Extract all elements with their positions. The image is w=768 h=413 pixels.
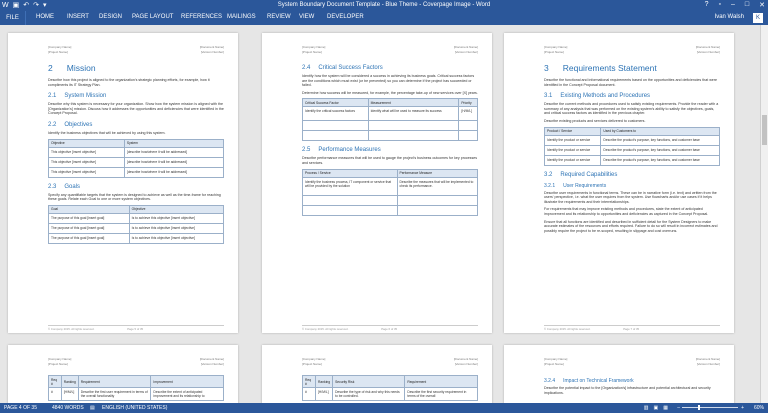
table-row: The purpose of this goal [insert goal] Is to achieve this objective [insert objective] bbox=[49, 233, 224, 243]
tab-references[interactable]: REFERENCES bbox=[181, 14, 223, 20]
zoom-out-icon[interactable]: – bbox=[677, 405, 680, 411]
minimize-icon[interactable]: – bbox=[730, 1, 735, 8]
tab-design[interactable]: DESIGN bbox=[99, 14, 123, 20]
page-7[interactable]: [Company Name] [Document Name] [Project Name] [Version Number] 3 Requirements Statement Describe the functional and informational requirements based on the opportunities and deficiencies that were identified in the Concept Proposal document. 3.1 Existing Methods and Procedures Describe the current methods and procedures used to satisfy existing requirements. Provide the reader with a summary of any analysis that was performed on the existing system's ability to satisfy the objectives, goals, and critical success factors as identified in the previous chapter. Describe existing products and services delivered to customers. Product / Service Used by Customers to Identify the product or service Describe the product's purpose, key functions, and customer base Identify the product or service Describe the product's purpose, key functions, and customer base Identify the product or service Describe the product's purpose, key functions, and customer base 3.2 Required Capabilities 3.2.1 User Requirements Describe user requirements in functional terms. These can be in narrative form (i.e. text) and written from the users' perspective, i.e. what the user requires from the system. Use flowcharts and/or use cases if it helps illustrate the requirements and their interrelationships. For requirements that may improve existing methods and procedures, state the extent of anticipated improvement and its relationship to opportunities and deficiencies as captured in the Concept Proposal. Ensure that all functions are identified and described in sufficient detail for the System Designers to make accurate estimates of the resources and efforts required. Failure to do so will result in incorrect estimates and possibly require the project to be re-scoped, resulting in slippage and cost overruns. © Company 2015. All rights reserved. Page 7 of 35 bbox=[504, 33, 734, 333]
page-5[interactable] bbox=[8, 33, 238, 333]
zoom-level[interactable]: 60% bbox=[753, 405, 764, 411]
header-document: [Document Name] bbox=[199, 45, 224, 49]
document-area[interactable] bbox=[0, 25, 760, 403]
tab-mailings[interactable]: MAILINGS bbox=[227, 14, 256, 20]
table-row: This objective [insert objective] [describe how/where it will be addressed] bbox=[49, 147, 224, 157]
mission-intro: Describe how this project is aligned to the organization's strategic planning efforts, for example, how it compliments its IT Strategy Plan. bbox=[48, 78, 210, 87]
help-icon[interactable]: ? bbox=[704, 1, 709, 8]
page-6[interactable]: [Company Name] [Document Name] [Project Name] [Version Number] 2.4 Critical Success Factors Identify how the system will be considered a success in achieving its business goals. Critical success factors are the conditions which must exist (or be prevented) so you can determine if the project has succeeded or failed. Determine how success will be measured, for example, the percentage take-up of new services over [X] years. Critical Success Factor Measurement Priority Identify the critical success factors Identify what will be used to measure its success [H/M/L] 2.5 Performance Measures Describe performance measures that will be used to gauge the project's business outcomes for key processes and services. Process / Service Performance Measure Identify the business process, IT component or service that will be provided by the solution Describe the measures that will be implemented to check its performance. © Company 2015. All rights reserved. Page 6 of 35 bbox=[262, 33, 492, 333]
page-footer: © Company 2015. All rights reserved. Page 5 of 35 bbox=[48, 325, 224, 327]
tab-page-layout[interactable]: PAGE LAYOUT bbox=[132, 14, 174, 20]
undo-icon[interactable]: ↶ bbox=[23, 2, 30, 9]
table-row: The purpose of this goal [insert goal] Is to achieve this objective [insert objective] bbox=[49, 213, 224, 223]
vertical-scrollbar[interactable] bbox=[760, 25, 768, 403]
ribbon-tabs bbox=[0, 11, 768, 25]
status-bar bbox=[0, 403, 768, 413]
header-project: [Project Name] bbox=[48, 50, 68, 54]
print-layout-icon[interactable]: ▣ bbox=[653, 405, 659, 411]
zoom-slider-knob[interactable] bbox=[698, 405, 700, 410]
table-row: Identify the critical success factors Identify what will be used to measure its success [H/M/L] bbox=[303, 107, 478, 121]
pm-text: Describe performance measures that will be used to gauge the project's business outcomes for key processes and services. bbox=[302, 156, 478, 165]
page-8[interactable]: [Company Name] [Document Name] [Project Name] [Version Number] Req # Ranking Requirement Improvement # [H/M/L] Describe the first user requirement in terms of the overall functionality Describe the extent of anticipated improvement and its relationship to bbox=[8, 345, 238, 403]
heading-system-mission: 2.1 System Mission bbox=[48, 93, 107, 100]
page-10[interactable]: [Company Name] [Document Name] [Project Name] [Version Number] 3.2.4 Impact on Technical Framework Describe the potential impact to the [Organization's] infrastructure and potential architectural and security implications. bbox=[504, 345, 734, 403]
table-row bbox=[303, 195, 478, 205]
table-row bbox=[303, 205, 478, 215]
save-icon[interactable]: ▣ bbox=[12, 2, 20, 9]
word-count[interactable]: 4840 WORDS bbox=[52, 405, 84, 411]
tab-insert[interactable]: INSERT bbox=[67, 14, 89, 20]
products-table: Product / Service Used by Customers to Identify the product or service Describe the product's purpose, key functions, and customer base Identify the product or service Describe the product's purpose, key functions, and customer base Identify the product or service Describe the product's purpose, key functions, and customer base bbox=[544, 127, 720, 166]
table-row: This objective [insert objective] [describe how/where it will be addressed] bbox=[49, 167, 224, 177]
csf-text-2: Determine how success will be measured, for example, the percentage take-up of new services over [X] years. bbox=[302, 90, 478, 95]
existing-methods-text: Describe the current methods and procedures used to satisfy existing requirements. Provide the reader with a summary of any analysis that was performed on the existing system's ability to satisfy the objectives, goals, and critical success factors as identified in the previous chapter. bbox=[544, 102, 719, 116]
impact-text: Describe the potential impact to the [Organization's] infrastructure and potential architectural and security implications. bbox=[544, 386, 711, 395]
customize-icon[interactable]: ▾ bbox=[42, 2, 47, 9]
user-requirements-table: Req # Ranking Requirement Improvement # [H/M/L] Describe the first user requirement in terms of the overall functionality Describe the extent of anticipated improvement and its relationship to bbox=[48, 375, 224, 401]
tab-file[interactable]: FILE bbox=[0, 11, 26, 25]
objectives-text: Identify the business objectives that will be achieved by using this system. bbox=[48, 130, 166, 135]
heading-required-capabilities: 3.2 Required Capabilities bbox=[544, 171, 618, 178]
zoom-slider[interactable] bbox=[682, 407, 738, 408]
tab-view[interactable]: VIEW bbox=[299, 14, 315, 20]
page-footer: © Company 2015. All rights reserved. Page 7 of 35 bbox=[544, 325, 720, 327]
redo-icon[interactable]: ↷ bbox=[33, 2, 39, 9]
page-footer: © Company 2015. All rights reserved. Page 6 of 35 bbox=[302, 325, 478, 327]
goals-table: Goal Objective The purpose of this goal [insert goal] Is to achieve this objective [insert objective] The purpose of this goal [insert goal] Is to achieve this objective [insert objective] The purpose of this goal [insert goal] Is to achieve this objective [insert objective] bbox=[48, 205, 224, 244]
tab-review[interactable]: REVIEW bbox=[267, 14, 291, 20]
csf-text: Identify how the system will be considered a success in achieving its business goals. Critical success factors are the conditions which must exist (or be prevented) so you can determine if the project has succeeded or failed. bbox=[302, 74, 475, 88]
table-row: Identify the product or service Describe the product's purpose, key functions, and customer base bbox=[545, 135, 720, 145]
user-name[interactable]: Ivan Walsh bbox=[714, 14, 744, 20]
heading-impact-technical-framework: 3.2.4 Impact on Technical Framework bbox=[544, 378, 634, 384]
user-req-text-2: For requirements that may improve existing methods and procedures, state the extent of anticipated improvement and its relationship to opportunities and deficiencies as captured in the Concept Proposal. bbox=[544, 207, 709, 216]
zoom-in-icon[interactable]: + bbox=[741, 405, 744, 411]
maximize-icon[interactable]: □ bbox=[744, 1, 750, 8]
title-bar bbox=[0, 0, 768, 11]
table-row: # [H/M/L] Describe the type of risk and why this needs to be controlled. Describe the first security requirement in terms of the overall bbox=[303, 388, 478, 401]
table-row: # [H/M/L] Describe the first user requirement in terms of the overall functionality Describe the extent of anticipated improvement and its relationship to bbox=[49, 388, 224, 401]
user-avatar[interactable]: K bbox=[753, 13, 763, 23]
requirements-intro: Describe the functional and informational requirements based on the opportunities and deficiencies that were identified in the Concept Proposal document. bbox=[544, 78, 718, 87]
table-row: Identify the business process, IT component or service that will be provided by the solution Describe the measures that will be implemented to check its performance. bbox=[303, 177, 478, 195]
goals-text: Specify any quantifiable targets that the system is designed to achieve as well as the time-frame for reaching these goals. Relate each Goal to one or more system objectives. bbox=[48, 192, 221, 202]
table-row bbox=[303, 121, 478, 131]
web-layout-icon[interactable]: ▦ bbox=[663, 405, 668, 411]
tab-developer[interactable]: DEVELOPER bbox=[327, 14, 364, 20]
scrollbar-thumb[interactable] bbox=[762, 115, 767, 145]
table-row: Identify the product or service Describe the product's purpose, key functions, and customer base bbox=[545, 155, 720, 165]
user-req-text-3: Ensure that all functions are identified and described in sufficient detail for the System Designers to make accurate estimates of the resources and efforts required. Failure to do so will result in incorrect estimates and possibly require the project to be re-scoped, resulting in slippage and cost overruns. bbox=[544, 219, 718, 233]
system-mission-text: Describe why this system is necessary for your organization. Show how the system mission is aligned with the [Organization's] mission. Discuss how it addresses the opportunities and deficiencies that were identified in the Concept Proposal. bbox=[48, 102, 224, 116]
existing-methods-text-2: Describe existing products and services delivered to customers. bbox=[544, 118, 646, 123]
objectives-table: Objective System This objective [insert objective] [describe how/where it will be addressed] This objective [insert objective] [describe how/where it will be addressed] This objective [insert objective] [describe how/where it will be addressed] bbox=[48, 139, 224, 178]
language[interactable]: ENGLISH (UNITED STATES) bbox=[102, 405, 168, 411]
page-9[interactable]: [Company Name] [Document Name] [Project Name] [Version Number] Req # Ranking Security Risk Requirement # [H/M/L] Describe the type of risk and why this needs to be controlled. Describe the first security requirement in terms of the overall bbox=[262, 345, 492, 403]
heading-existing-methods: 3.1 Existing Methods and Procedures bbox=[544, 93, 651, 100]
read-mode-icon[interactable]: ▥ bbox=[643, 405, 649, 411]
csf-table: Critical Success Factor Measurement Priority Identify the critical success factors Identify what will be used to measure its success [H/M/L] bbox=[302, 98, 478, 141]
heading-requirements-statement: 3 Requirements Statement bbox=[544, 63, 657, 73]
header-version: [Version Number] bbox=[200, 50, 224, 54]
page-count[interactable]: PAGE 4 OF 35 bbox=[4, 405, 37, 411]
proofing-icon[interactable]: ▤ bbox=[90, 405, 95, 411]
close-icon[interactable]: ✕ bbox=[759, 2, 765, 9]
word-icon: W bbox=[2, 2, 9, 9]
table-row: Identify the product or service Describe the product's purpose, key functions, and customer base bbox=[545, 145, 720, 155]
tab-home[interactable]: HOME bbox=[36, 14, 54, 20]
table-row bbox=[303, 131, 478, 141]
table-row: The purpose of this goal [insert goal] Is to achieve this objective [insert objective] bbox=[49, 223, 224, 233]
heading-mission: 2 Mission bbox=[48, 63, 96, 73]
pm-table: Process / Service Performance Measure Identify the business process, IT component or service that will be provided by the solution Describe the measures that will be implemented to check its performance. bbox=[302, 169, 478, 216]
view-buttons bbox=[644, 403, 668, 413]
security-requirements-table: Req # Ranking Security Risk Requirement # [H/M/L] Describe the type of risk and why this needs to be controlled. Describe the first security requirement in terms of the overall bbox=[302, 375, 478, 401]
heading-objectives: 2.2 Objectives bbox=[48, 121, 93, 128]
table-row: This objective [insert objective] [describe how/where it will be addressed] bbox=[49, 157, 224, 167]
heading-performance-measures: 2.5 Performance Measures bbox=[302, 147, 381, 154]
heading-critical-success-factors: 2.4 Critical Success Factors bbox=[302, 65, 383, 71]
ribbon-display-icon[interactable]: ▫ bbox=[718, 1, 721, 8]
window-title: System Boundary Document Template - Blue Theme - Coverpage Image - Word bbox=[277, 2, 491, 8]
user-req-text: Describe user requirements in functional terms. These can be in narrative form (i.e. text) and written from the users' perspective, i.e. what the user requires from the system. Use flowcharts and/or use cases if it helps illustrate the requirements and their interrelationships. bbox=[544, 190, 717, 204]
window-controls bbox=[705, 1, 765, 9]
header-company: [Company Name] bbox=[48, 45, 72, 49]
heading-goals: 2.3 Goals bbox=[48, 183, 81, 190]
heading-user-requirements: 3.2.1 User Requirements bbox=[544, 182, 607, 189]
